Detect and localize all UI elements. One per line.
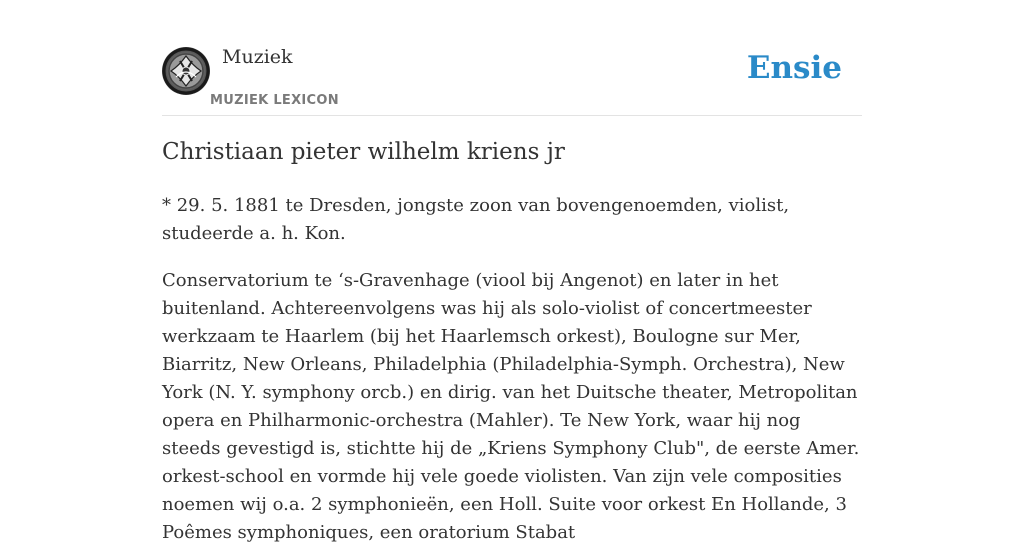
article-paragraph: * 29. 5. 1881 te Dresden, jongste zoon van bovengenoemden, violist, studeerde a. h. Kon.: [162, 195, 790, 244]
site-subtitle[interactable]: MUZIEK LEXICON: [210, 93, 339, 108]
music-lexicon-emblem-icon[interactable]: [162, 47, 210, 95]
article-paragraph: Conservatorium te ‘s-Gravenhage (viool bij Angenot) en later in het buitenland. Achtereenvolgens was hij als solo-violist of concertmeester werkzaam te Haarlem (bij het Haarlemsch orkest), Boulogne sur Mer, Biarritz, New Orleans, Philadelphia (Philadelphia-Symph. Orchestra), New York (N. Y. symphony orcb.) en dirig. van het Duitsche theater, Metropolitan opera en Philharmonic-orchestra (Mahler). Te New York, waar hij nog steeds gevestigd is, stichtte hij de „Kriens Symphony Club", de eerste Amer. orkest-school en vormde hij vele goede violisten. Van zijn vele composities noemen wij o.a. 2 symphonieën, een Holl. Suite voor orkest En Hollande, 3 Poêmes symphoniques, een oratorium Stabat: [162, 270, 860, 543]
brand-logo-link[interactable]: Ensie: [746, 50, 842, 86]
page: [162, 0, 862, 543]
site-header: [162, 0, 862, 116]
article-title: Christiaan pieter wilhelm kriens jr: [162, 139, 565, 165]
site-name[interactable]: Muziek: [222, 46, 293, 68]
